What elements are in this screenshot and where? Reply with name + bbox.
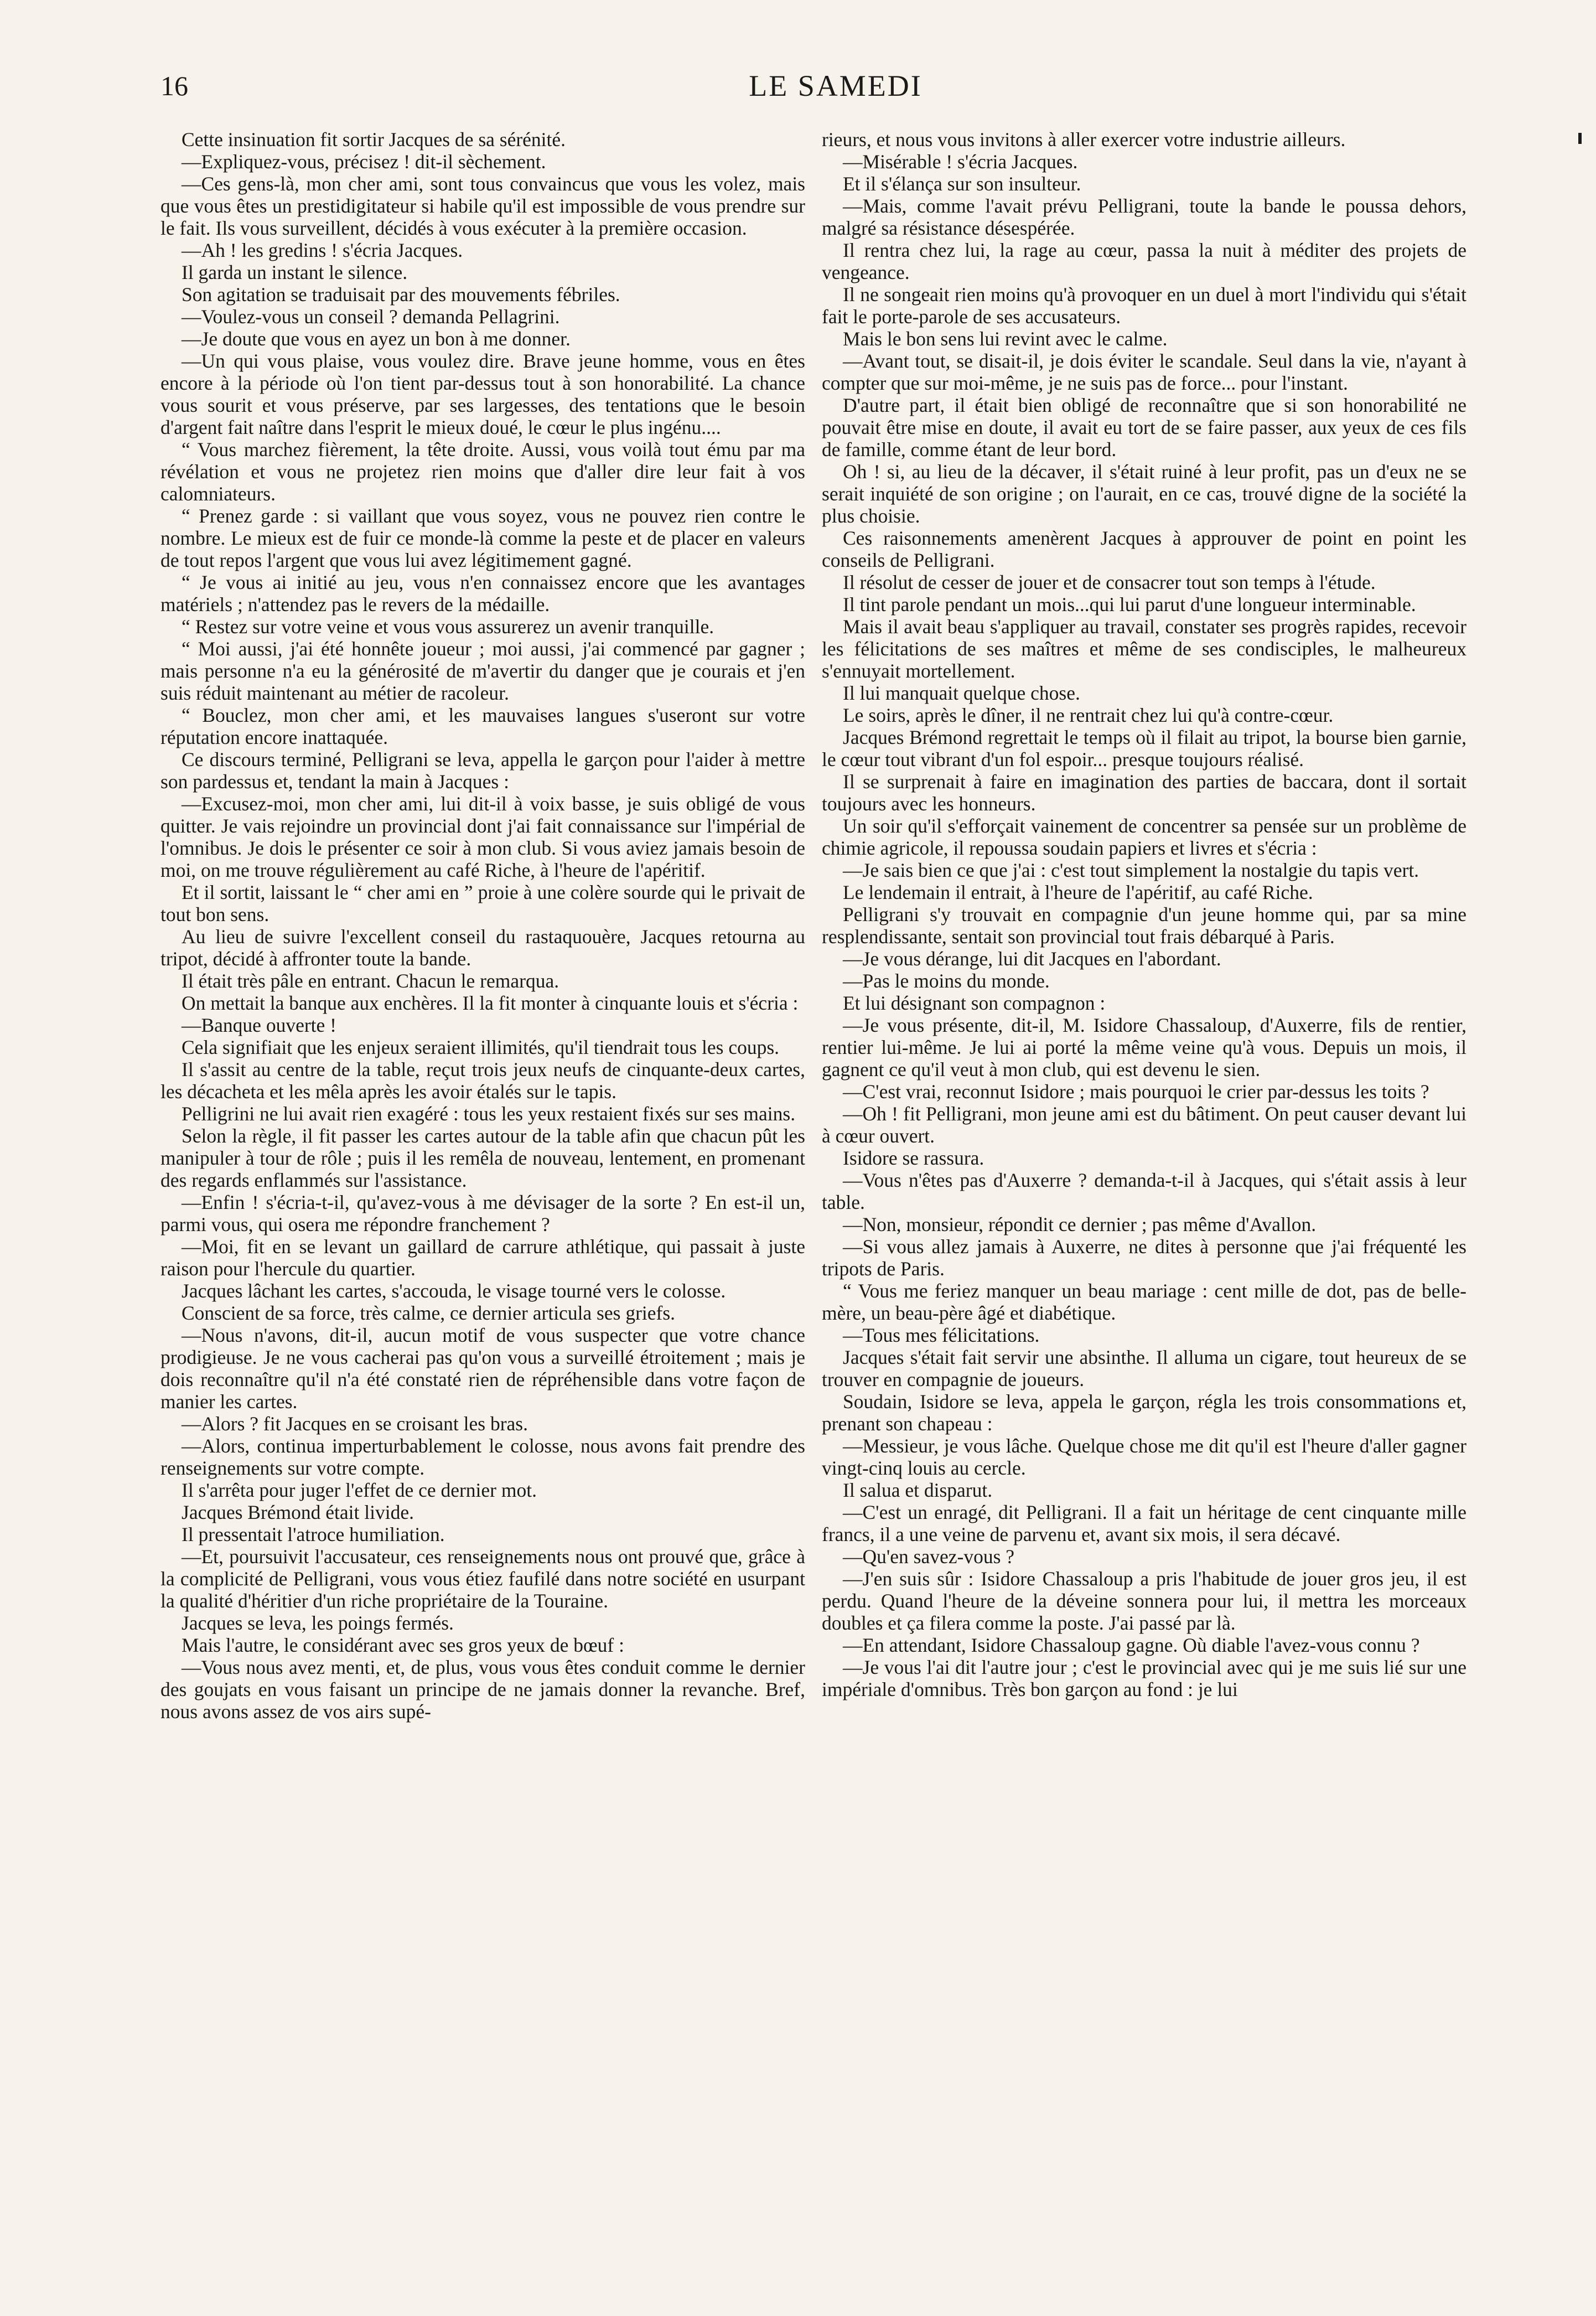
- paragraph: —Voulez-vous un conseil ? demanda Pellagrini.: [182, 306, 560, 328]
- paragraph: Et il s'élança sur son insulteur.: [843, 173, 1081, 195]
- paragraph: —C'est vrai, reconnut Isidore ; mais pourquoi le crier par-dessus les toits ?: [843, 1081, 1429, 1103]
- paragraph: Au lieu de suivre l'excellent conseil du rastaquouère, Jacques retourna au tripot, décidé à affronter toute la bande.: [160, 926, 805, 970]
- paragraph: Il s'arrêta pour juger l'effet de ce dernier mot.: [182, 1479, 537, 1501]
- paragraph: —Je vous présente, dit-il, M. Isidore Chassaloup, d'Auxerre, fils de rentier, rentier lui-même. Je lui ai porté la même veine qu'à vous. Depuis un mois, il gagnent ce qu'il veut à mon club, qui est devenu le sien.: [822, 1014, 1467, 1081]
- paragraph: —C'est un enragé, dit Pelligrani. Il a fait un héritage de cent cinquante mille francs, il a une veine de parvenu et, avant six mois, il sera décavé.: [822, 1501, 1467, 1545]
- paragraph: —Misérable ! s'écria Jacques.: [843, 151, 1078, 173]
- paragraph: Cette insinuation fit sortir Jacques de sa sérénité.: [182, 128, 566, 151]
- paragraph: —Je doute que vous en ayez un bon à me donner.: [182, 328, 571, 350]
- paragraph: Jacques Brémond regrettait le temps où il filait au tripot, la bourse bien garnie, le cœur tout vibrant d'un fol espoir... presque toujours réalisé.: [822, 726, 1467, 771]
- paragraph: On mettait la banque aux enchères. Il la fit monter à cinquante louis et s'écria :: [182, 992, 799, 1014]
- paragraph: Pelligrini ne lui avait rien exagéré : tous les yeux restaient fixés sur ses mains.: [182, 1103, 796, 1125]
- page-number: 16: [160, 70, 188, 101]
- paragraph: Il garda un instant le silence.: [182, 261, 408, 283]
- paragraph: —Nous n'avons, dit-il, aucun motif de vous suspecter que votre chance prodigieuse. Je ne vous cacherai pas qu'on vous a surveillé étroitement ; mais je dois reconnaître qu'il n'a été constaté rien de répréhensible dans votre façon de manier les cartes.: [160, 1324, 805, 1413]
- paragraph: Mais il avait beau s'appliquer au travail, constater ses progrès rapides, recevoir les félicitations de ses maîtres et même de ses condisciples, le malheureux s'ennuyait mortellement.: [822, 616, 1467, 682]
- paragraph: Jacques Brémond était livide.: [182, 1501, 414, 1523]
- paragraph: Jacques se leva, les poings fermés.: [182, 1612, 454, 1634]
- paragraph: Pelligrani s'y trouvait en compagnie d'un jeune homme qui, par sa mine resplendissante, sentait son provincial tout frais débarqué à Paris.: [822, 903, 1467, 948]
- paragraph: —Vous n'êtes pas d'Auxerre ? demanda-t-il à Jacques, qui s'était assis à leur table.: [822, 1169, 1467, 1213]
- paragraph: Le soirs, après le dîner, il ne rentrait chez lui qu'à contre-cœur.: [843, 704, 1334, 726]
- paragraph: Il rentra chez lui, la rage au cœur, passa la nuit à méditer des projets de vengeance.: [822, 239, 1467, 283]
- paragraph: —Un qui vous plaise, vous voulez dire. Brave jeune homme, vous en êtes encore à la période où l'on tient par-dessus tout à son honorabilité. La chance vous sourit et vous préserve, par ses largesses, des tentations que le besoin d'argent fait naître dans l'esprit le mieux doué, le cœur le plus ingénu....: [160, 350, 805, 438]
- page-header: [160, 66, 1511, 116]
- paragraph: Un soir qu'il s'efforçait vainement de concentrer sa pensée sur un problème de chimie agricole, il repoussa soudain papiers et livres et s'écria :: [822, 815, 1467, 859]
- paragraph: Ce discours terminé, Pelligrani se leva, appella le garçon pour l'aider à mettre son pardessus et, tendant la main à Jacques :: [160, 748, 805, 793]
- journal-title: LE SAMEDI: [749, 69, 923, 102]
- paragraph: —Moi, fit en se levant un gaillard de carrure athlétique, qui passait à juste raison pour l'hercule du quartier.: [160, 1235, 805, 1280]
- paragraph: “ Bouclez, mon cher ami, et les mauvaises langues s'useront sur votre réputation encore inattaquée.: [160, 704, 805, 748]
- paragraph: —Et, poursuivit l'accusateur, ces renseignements nous ont prouvé que, grâce à la complicité de Pelligrani, vous vous étiez faufilé dans notre société en usurpant la qualité d'héritier d'un riche propriétaire de la Touraine.: [160, 1545, 805, 1612]
- paragraph: “ Prenez garde : si vaillant que vous soyez, vous ne pouvez rien contre le nombre. Le mieux est de fuir ce monde-là comme la peste et de placer en valeurs de tout repos l'argent que vous lui avez légitimement gagné.: [160, 505, 805, 571]
- paragraph: Conscient de sa force, très calme, ce dernier articula ses griefs.: [182, 1302, 676, 1324]
- paragraph: —Pas le moins du monde.: [843, 970, 1050, 992]
- paragraph: —Non, monsieur, répondit ce dernier ; pas même d'Avallon.: [843, 1213, 1317, 1235]
- paragraph: rieurs, et nous vous invitons à aller exercer votre industrie ailleurs.: [822, 128, 1346, 151]
- paragraph: Le lendemain il entrait, à l'heure de l'apéritif, au café Riche.: [843, 881, 1313, 903]
- paragraph: —Mais, comme l'avait prévu Pelligrani, toute la bande le poussa dehors, malgré sa résistance désespérée.: [822, 195, 1467, 239]
- paragraph: Selon la règle, il fit passer les cartes autour de la table afin que chacun pût les manipuler à tour de rôle ; puis il les remêla de nouveau, lentement, en promenant des regards enflammés sur l'assistance.: [160, 1125, 805, 1191]
- paragraph: —Je sais bien ce que j'ai : c'est tout simplement la nostalgie du tapis vert.: [843, 859, 1419, 881]
- paragraph: Cela signifiait que les enjeux seraient illimités, qu'il tiendrait tous les coups.: [182, 1036, 780, 1058]
- paragraph: —Alors ? fit Jacques en se croisant les bras.: [182, 1413, 528, 1435]
- paragraph: Jacques s'était fait servir une absinthe. Il alluma un cigare, tout heureux de se trouver en compagnie de joueurs.: [822, 1346, 1467, 1390]
- paragraph: Mais l'autre, le considérant avec ses gros yeux de bœuf :: [182, 1634, 624, 1656]
- paragraph: —J'en suis sûr : Isidore Chassaloup a pris l'habitude de jouer gros jeu, il est perdu. Quand l'heure de la déveine sonnera pour lui, il mettra les morceaux doubles et ça filera comme la poste. J'ai passé par là.: [822, 1568, 1467, 1634]
- paragraph: Il tint parole pendant un mois...qui lui parut d'une longueur interminable.: [843, 593, 1416, 616]
- paragraph: Isidore se rassura.: [843, 1147, 984, 1169]
- paragraph: Ces raisonnements amenèrent Jacques à approuver de point en point les conseils de Pelligrani.: [822, 527, 1467, 571]
- paragraph: “ Vous marchez fièrement, la tête droite. Aussi, vous voilà tout ému par ma révélation et vous ne projetez rien moins que d'aller dire leur fait à vos calomniateurs.: [160, 438, 805, 505]
- paragraph: —Avant tout, se disait-il, je dois éviter le scandale. Seul dans la vie, n'ayant à compter que sur moi-même, je ne suis pas de force... pour l'instant.: [822, 350, 1467, 394]
- paragraph: —Oh ! fit Pelligrani, mon jeune ami est du bâtiment. On peut causer devant lui à cœur ouvert.: [822, 1103, 1467, 1147]
- paragraph: Il s'assit au centre de la table, reçut trois jeux neufs de cinquante-deux cartes, les décacheta et les mêla après les avoir étalés sur le tapis.: [160, 1058, 805, 1103]
- paragraph: —Tous mes félicitations.: [843, 1324, 1040, 1346]
- paragraph: Il pressentait l'atroce humiliation.: [182, 1523, 445, 1545]
- paragraph: “ Je vous ai initié au jeu, vous n'en connaissez encore que les avantages matériels ; n'attendez pas le revers de la médaille.: [160, 571, 805, 616]
- paragraph: Il était très pâle en entrant. Chacun le remarqua.: [182, 970, 559, 992]
- paragraph: Jacques lâchant les cartes, s'accouda, le visage tourné vers le colosse.: [182, 1280, 726, 1302]
- paragraph: —Messieur, je vous lâche. Quelque chose me dit qu'il est l'heure d'aller gagner vingt-cinq louis au cercle.: [822, 1435, 1467, 1479]
- left-column: [160, 128, 805, 2276]
- paragraph: —Qu'en savez-vous ?: [843, 1545, 1015, 1568]
- paragraph: Il ne songeait rien moins qu'à provoquer en un duel à mort l'individu qui s'était fait le porte-parole de ses accusateurs.: [822, 283, 1467, 328]
- paragraph: —Enfin ! s'écria-t-il, qu'avez-vous à me dévisager de la sorte ? En est-il un, parmi vous, qui osera me répondre franchement ?: [160, 1191, 805, 1235]
- paragraph: Son agitation se traduisait par des mouvements fébriles.: [182, 283, 620, 306]
- paragraph: —Ces gens-là, mon cher ami, sont tous convaincus que vous les volez, mais que vous êtes un prestidigitateur si habile qu'il est impossible de vous prendre sur le fait. Ils vous surveillent, décidés à vous exécuter à la première occasion.: [160, 173, 805, 239]
- paragraph: Il se surprenait à faire en imagination des parties de baccara, dont il sortait toujours avec les honneurs.: [822, 771, 1467, 815]
- paragraph: “ Moi aussi, j'ai été honnête joueur ; moi aussi, j'ai commencé par gagner ; mais personne n'a eu la générosité de m'avertir du danger que je courais et j'en suis réduit maintenant au métier de racoleur.: [160, 638, 805, 704]
- paragraph: Mais le bon sens lui revint avec le calme.: [843, 328, 1168, 350]
- paragraph: —Ah ! les gredins ! s'écria Jacques.: [182, 239, 463, 261]
- paragraph: —Excusez-moi, mon cher ami, lui dit-il à voix basse, je suis obligé de vous quitter. Je vais rejoindre un provincial dont j'ai fait connaissance sur l'impérial de l'omnibus. Je dois le présenter ce soir à mon club. Si vous aviez jamais besoin de moi, on me trouve régulièrement au café Riche, à l'heure de l'apéritif.: [160, 793, 805, 881]
- paragraph: —Si vous allez jamais à Auxerre, ne dites à personne que j'ai fréquenté les tripots de Paris.: [822, 1235, 1467, 1280]
- paragraph: “ Restez sur votre veine et vous vous assurerez un avenir tranquille.: [182, 616, 714, 638]
- paragraph: Il salua et disparut.: [843, 1479, 993, 1501]
- paragraph: —Expliquez-vous, précisez ! dit-il sèchement.: [182, 151, 546, 173]
- paragraph: Et il sortit, laissant le “ cher ami en ” proie à une colère sourde qui le privait de tout bon sens.: [160, 881, 805, 926]
- paragraph: —Je vous l'ai dit l'autre jour ; c'est le provincial avec qui je me suis lié sur une impériale d'omnibus. Très bon garçon au fond : je lui: [822, 1656, 1467, 1700]
- paragraph: —Je vous dérange, lui dit Jacques en l'abordant.: [843, 948, 1221, 970]
- paragraph: Il lui manquait quelque chose.: [843, 682, 1080, 704]
- right-column: [822, 128, 1467, 2276]
- margin-mark: [1578, 133, 1582, 144]
- paragraph: Soudain, Isidore se leva, appela le garçon, régla les trois consommations et, prenant son chapeau :: [822, 1390, 1467, 1435]
- paragraph: Il résolut de cesser de jouer et de consacrer tout son temps à l'étude.: [843, 571, 1376, 593]
- paragraph: Et lui désignant son compagnon :: [843, 992, 1106, 1014]
- paragraph: —Vous nous avez menti, et, de plus, vous vous êtes conduit comme le dernier des goujats en vous faisant un principe de ne jamais donner la revanche. Bref, nous avons assez de vos airs supé-: [160, 1656, 805, 1723]
- paragraph: —Alors, continua imperturbablement le colosse, nous avons fait prendre des renseignements sur votre compte.: [160, 1435, 805, 1479]
- paragraph: “ Vous me feriez manquer un beau mariage : cent mille de dot, pas de belle-mère, un beau-père âgé et diabétique.: [822, 1280, 1467, 1324]
- paragraph: —En attendant, Isidore Chassaloup gagne. Où diable l'avez-vous connu ?: [843, 1634, 1420, 1656]
- paragraph: —Banque ouverte !: [182, 1014, 336, 1036]
- paragraph: D'autre part, il était bien obligé de reconnaître que si son honorabilité ne pouvait être mise en doute, il avait eu tort de se faire passer, aux yeux de ces fils de famille, comme étant de leur bord.: [822, 394, 1467, 461]
- paragraph: Oh ! si, au lieu de la décaver, il s'était ruiné à leur profit, pas un d'eux ne se serait inquiété de son origine ; on l'aurait, en ce cas, trouvé digne de la société la plus choisie.: [822, 461, 1467, 527]
